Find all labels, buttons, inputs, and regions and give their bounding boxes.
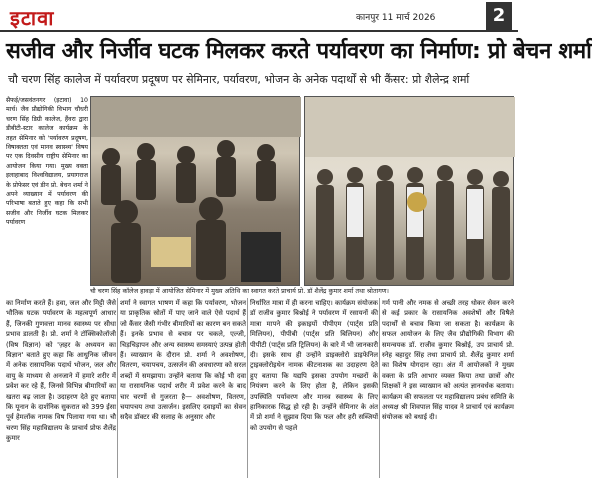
article-headline: सजीव और निर्जीव घटक मिलकर करते पर्यावरण का निर्माण: प्रो बेचन शर्मा [6, 39, 592, 64]
article-subheadline: चौ चरण सिंह कालेज में पर्यावरण प्रदूषण पर सेमिनार, पर्यावरण, भोजन के अनेक पदार्थों से भी कैंसर: प्रो शैलेन्द्र शर्मा [8, 73, 470, 86]
seminar-audience-photo [90, 96, 300, 286]
article-lead-column: सैफई/जसवंतनगर (इटावा) 10 मार्च। जैव प्रौद्योगिकी विभाग चौधरी चरण सिंह डिग्री कालेज, हैंवरा द्वारा डीबीटी-स्टार कालेज कार्यक्रम के तहत सेमिनार को 'पर्यावरण प्रदूषण, विषाक्तता एवं मानव स्वास्थ्य' विषय पर एक दिवसीय राष्ट्रीय सेमिनार का आयोजन किया गया। मुख्य वक्ता इलाहाबाद विश्वविद्यालय, प्रयागराज के प्रोफेसर एवं डीन प्रो. बेचन शर्मा ने अपने व्याख्यान में पर्यावरण की परिभाषा बताते हुए कहा कि सभी सजीव और निर्जीव घटक मिलकर पर्यावरण [6, 97, 88, 227]
masthead-divider [0, 30, 518, 32]
article-column-4: गर्म पानी और नमक से अच्छी तरह धोकर सेवन करने से कई प्रकार के रासायनिक अवशेषों और विषैले पदार्थों से बचाव किया जा सकता है। कार्यक्रम के सफल आयोजन के लिए जैव प्रौद्योगिकी विभाग की समन्वयक डॉ. राजीव कुमार बिश्नोई, उप प्राचार्य प्रो. स्नेह बहादुर सिंह तथा प्राचार्य प्रो. शैलेंद्र कुमार शर्मा का विशेष योगदान रहा। अंत में आयोजकों ने मुख्य वक्ता के प्रति आभार व्यक्त किया तथा छात्रों और शिक्षकों ने इस व्याख्यान को अत्यंत ज्ञानवर्धक बताया। कार्यक्रम की सफलता पर महाविद्यालय प्रबंध समिति के अध्यक्ष श्री शिवपाल सिंह यादव ने प्राचार्य एवं कार्यक्रम संयोजक को बधाई दी। [382, 299, 514, 422]
column-divider [379, 298, 380, 478]
article-column-3: निर्धारित मात्रा में ही करना चाहिए। कार्यक्रम संयोजक डॉ राजीव कुमार बिश्नोई ने पर्यावरण में रसायनों की मात्रा मापने की इकाइयों पीपीएम (पार्ट्स प्रति मिलियन), पीपीबी (पार्ट्स प्रति बिलियन) और पीपीटी (पार्ट्स प्रति ट्रिलियन) के बारे में भी जानकारी दी। इसके साथ ही उन्होंने डाइक्लोरो डाइफेनिल ट्राइक्लोरोइथेन नामक कीटनाशक का उदाहरण देते हुए बताया कि यद्यपि इसका उपयोग मच्छरों के नियंत्रण करने के लिए होता है, लेकिन इसकी उपस्थिति पर्यावरण और मानव स्वास्थ्य के लिए हानिकारक सिद्ध हो रही है। उन्होंने सेमिनार के अंत में प्रो शर्मा ने सुझाव दिया कि फल और हरी सब्जियों को उपयोग से पहले [250, 299, 378, 432]
column-divider [247, 298, 248, 478]
photo-caption: चौ चरण सिंह कॉलेज हावड़ा में आयोजित सेमिनार में मुख्य अतिथि का स्वागत करते प्राचार्य प्रो. डॉ शैलेंद्र कुमार शर्मा तथा श्रोतागण। [90, 287, 389, 295]
column-divider [117, 298, 118, 478]
guest-felicitation-photo [304, 96, 514, 286]
masthead [0, 0, 518, 36]
page-number-badge: 2 [486, 2, 512, 30]
audience-photo-illustration [91, 97, 301, 287]
newspaper-logo: इटावा [10, 6, 55, 30]
felicitation-photo-illustration [305, 97, 515, 287]
article-column-2: शर्मा ने स्वागत भाषण में कहा कि पर्यावरण, भोजन या प्राकृतिक स्रोतों में पाए जाने वाले ऐसे पदार्थ हैं जो कैंसर जैसी गंभीर बीमारियों का कारण बन सकते हैं। इनके प्रभाव से बचाव पर चकले, एल्जी, चिड़चिड़ापन और अन्य स्वास्थ्य समस्याएं उत्पन्न होती हैं। व्याख्यान के दौरान प्रो. शर्मा ने अवशोषण, वितरण, चयापचय, उत्सर्जन की अवधारणा को सरल शब्दों में समझाया। उन्होंने बताया कि कोई भी दवा या रासायनिक पदार्थ शरीर में प्रवेश करने के बाद चार चरणों से गुजरता है— अवशोषण, वितरण, चयापचय तथा उत्सर्जन। इसलिए दवाइयों का सेवन सदैव डॉक्टर की सलाह के अनुसार और [120, 299, 246, 422]
edition-date: कानपुर 11 मार्च 2026 [356, 13, 436, 23]
article-column-1: का निर्माण करते हैं। हवा, जल और मिट्टी जैसे भौतिक घटक पर्यावरण के महत्वपूर्ण आधार हैं, जिनकी गुणवत्ता मानव स्वास्थ्य पर सीधा प्रभाव डालती है। प्रो. शर्मा ने टॉक्सिकोलॉजी (विष विज्ञान) को 'ज़हर के अध्ययन का विज्ञान' बताते हुए कहा कि आधुनिक जीवन में अनेक रासायनिक पदार्थ भोजन, जल और वायु के माध्यम से अनजाने में हमारे शरीर में प्रवेश कर रहे हैं, जिनसे विभिन्न बीमारियों का खतरा बढ़ जाता है। उदाहरण देते हुए बताया कि यूनान के दार्शनिक सुकरात को 399 ईसा पूर्व हेमलॉक नामक विष पिलाया गया था। चौ चरण सिंह महाविद्यालय के प्राचार्य प्रोफ शैलेंद्र कुमार [6, 299, 116, 443]
